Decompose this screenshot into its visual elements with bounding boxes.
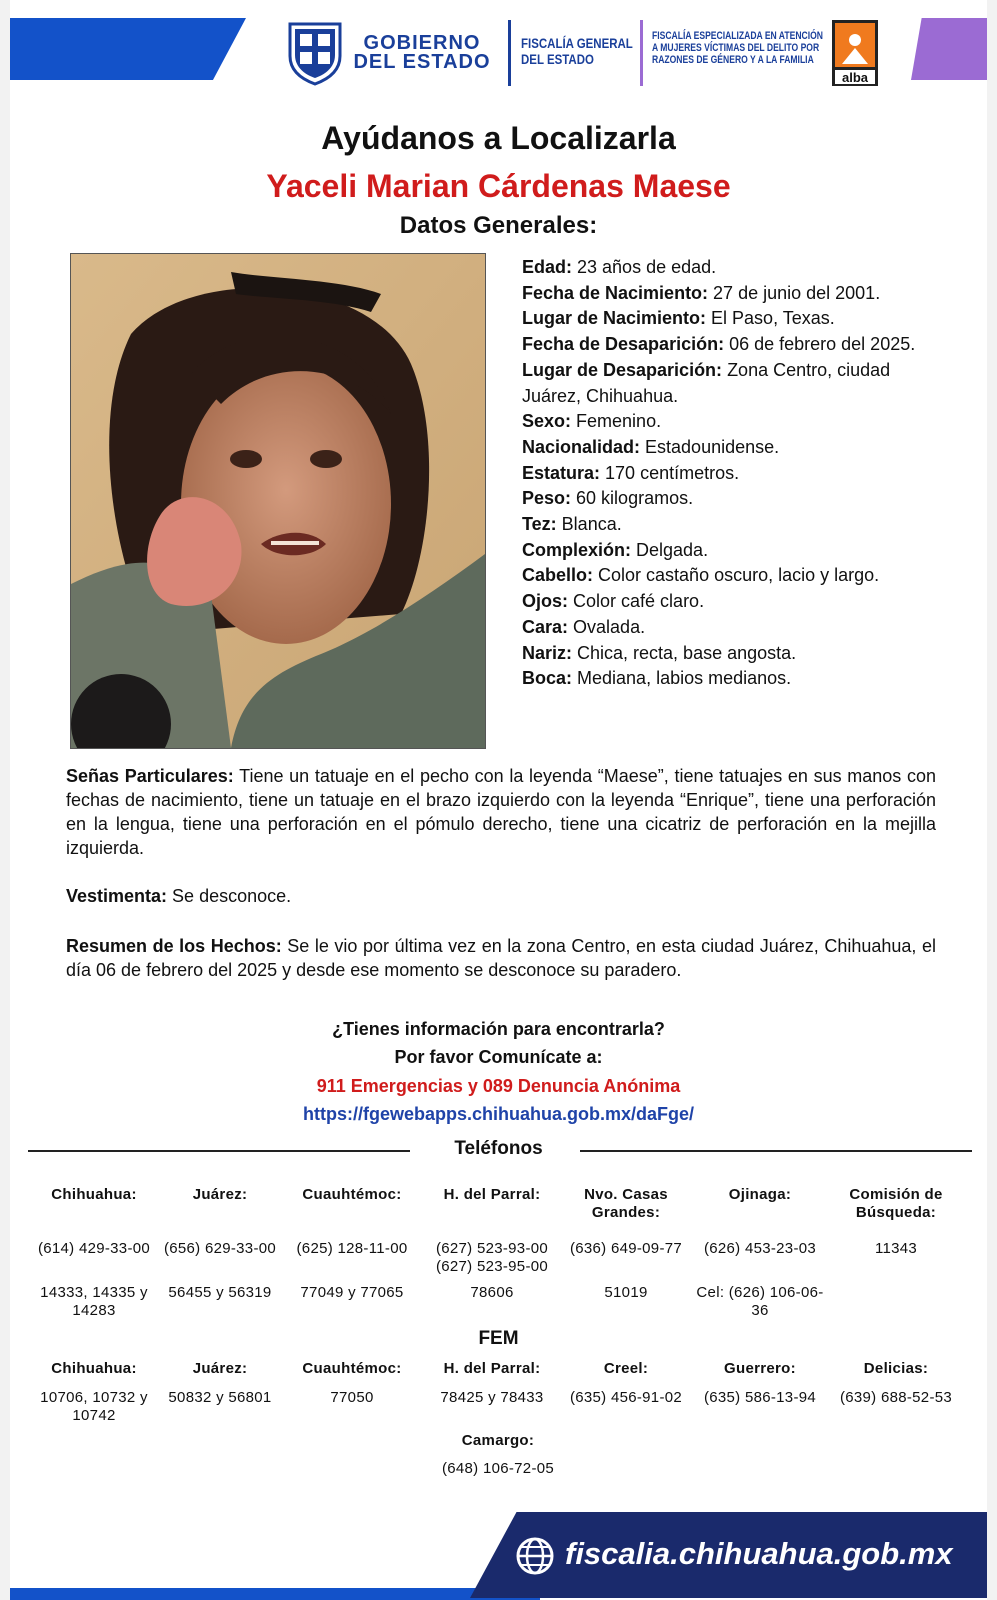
detail-value: Chica, recta, base angosta. [572, 642, 797, 663]
detail-value: Color café claro. [568, 591, 705, 612]
resumen-label: Resumen de los Hechos: [66, 936, 282, 956]
contact-question: ¿Tienes información para encontrarla? [332, 1019, 665, 1039]
contact-please: Por favor Comunícate a: [394, 1047, 603, 1067]
fge-line2: DEL ESTADO [521, 51, 594, 67]
fem-city-label: H. del Parral: [443, 1360, 541, 1377]
detail-row [522, 512, 942, 538]
phone-ext: 14333, 14335 y 14283 [40, 1284, 148, 1319]
fem-phone: 10706, 10732 y 10742 [40, 1389, 148, 1424]
fge-line1: FISCALÍA GENERAL [521, 35, 633, 51]
fem-city-label: Juárez: [192, 1360, 248, 1377]
detail-value: 60 kilogramos. [571, 488, 694, 509]
footer-website[interactable]: fiscalia.chihuahua.gob.mx [565, 1536, 953, 1571]
phone-number: (614) 429-33-00 [37, 1240, 151, 1257]
detail-row [522, 666, 942, 692]
section-heading: Datos Generales: [399, 212, 598, 239]
fem-line2: A MUJERES VÍCTIMAS DEL DELITO POR [652, 42, 820, 54]
detail-value: El Paso, Texas. [706, 308, 835, 329]
detail-row [522, 332, 942, 358]
fem-city-label: Creel: [603, 1360, 649, 1377]
phone-number: (656) 629-33-00 [163, 1240, 277, 1257]
detail-row [522, 255, 942, 281]
fem-phone: (635) 586-13-94 [703, 1389, 817, 1406]
gob-line2: DEL ESTADO [353, 51, 491, 73]
phone-ext: 56455 y 56319 [168, 1284, 272, 1301]
detail-label: Cara: [522, 616, 569, 637]
header-divider [508, 20, 511, 86]
detail-row [522, 563, 942, 589]
fge-logo-text [521, 35, 636, 67]
phone-ext: 51019 [604, 1284, 648, 1301]
fem-heading: FEM [478, 1328, 519, 1349]
detail-label: Boca: [522, 668, 573, 689]
fem-city-label: Chihuahua: [51, 1360, 137, 1377]
camargo-phone: (648) 106-72-05 [441, 1460, 555, 1477]
phone-city-label: H. del Parral: [443, 1186, 541, 1203]
phone-city-label: Ojinaga: [728, 1186, 792, 1203]
detail-value: 23 años de edad. [572, 257, 717, 277]
phone-number: (626) 453-23-03 [703, 1240, 817, 1257]
fem-phone: (639) 688-52-53 [839, 1389, 953, 1406]
phone-number: 11343 [874, 1240, 918, 1257]
detail-value: Zona Centro, ciudad Juárez, Chihuahua. [522, 359, 891, 406]
detail-value: Femenino. [571, 411, 662, 432]
phones-heading: Teléfonos [454, 1138, 543, 1159]
fem-phone: (635) 456-91-02 [569, 1389, 683, 1406]
detail-label: Nariz: [522, 642, 573, 663]
vestimenta-paragraph [66, 884, 936, 908]
fem-logo-text [652, 30, 824, 66]
phone-city-label: Cuauhtémoc: [302, 1186, 402, 1203]
detail-label: Sexo: [522, 411, 572, 432]
detail-row [522, 615, 942, 641]
detail-value: Color castaño oscuro, lacio y largo. [593, 565, 880, 586]
phone-number: (636) 649-09-77 [569, 1240, 683, 1257]
phone-city-label: Juárez: [192, 1186, 248, 1203]
detail-label: Edad: [522, 257, 573, 277]
resumen-text: Se le vio por última vez en la zona Centro, en esta ciudad Juárez, Chihuahua, el día 06 de febrero del 2025 y desde ese momento se desconoce su paradero. [66, 936, 936, 980]
person-name: Yaceli Marian Cárdenas Maese [266, 168, 731, 204]
fem-city-label: Guerrero: [724, 1360, 796, 1377]
detail-row [522, 589, 942, 615]
phone-number: (627) 523-93-00 (627) 523-95-00 [435, 1240, 549, 1275]
vestimenta-text: Se desconoce. [167, 886, 292, 906]
detail-label: Estatura: [522, 462, 601, 483]
detail-value: 27 de junio del 2001. [708, 282, 881, 303]
senas-text: Tiene un tatuaje en el pecho con la leyenda “Maese”, tiene tatuajes en sus manos con fechas de nacimiento, tiene un tatuaje en el brazo izquierdo con la leyenda “Enrique”, tiene una perforación en la lengua, tiene una perforación en el pómulo derecho, tiene una cicatriz de perforación en la mejilla izquierda. [66, 766, 936, 858]
detail-value: Ovalada. [568, 616, 646, 637]
detail-label: Cabello: [522, 565, 594, 586]
fem-phone: 50832 y 56801 [168, 1389, 272, 1406]
header-divider-purple [640, 20, 643, 86]
vestimenta-label: Vestimenta: [66, 886, 168, 906]
fem-phone: 78425 y 78433 [440, 1389, 544, 1406]
alba-label: alba [841, 70, 869, 85]
page-title: Ayúdanos a Localizarla [321, 120, 676, 156]
globe-icon [515, 1536, 555, 1576]
phone-number: (625) 128-11-00 [296, 1240, 408, 1257]
fem-phone: 77050 [330, 1389, 374, 1406]
detail-value: 06 de febrero del 2025. [724, 334, 916, 355]
detail-value: Blanca. [556, 514, 622, 535]
general-data-list [522, 255, 942, 692]
page-margin-left [0, 0, 10, 1600]
detail-row [522, 306, 942, 332]
person-photo [70, 253, 486, 749]
detail-value: 170 centímetros. [600, 462, 740, 483]
emergency-numbers: 911 Emergencias y 089 Denuncia Anónima [316, 1076, 681, 1096]
detail-label: Complexión: [522, 539, 632, 560]
detail-label: Lugar de Desaparición: [522, 359, 723, 380]
phone-ext: 78606 [470, 1284, 514, 1301]
header-blue-band [10, 18, 246, 80]
phone-ext: Cel: (626) 106-06-36 [696, 1284, 824, 1319]
gob-line1: GOBIERNO [363, 32, 481, 54]
phone-ext: 77049 y 77065 [300, 1284, 404, 1301]
camargo-label: Camargo: [461, 1432, 535, 1449]
fem-city-label: Delicias: [863, 1360, 929, 1377]
detail-label: Fecha de Desaparición: [522, 334, 725, 355]
detail-label: Nacionalidad: [522, 436, 641, 457]
detail-label: Tez: [522, 514, 557, 535]
detail-row [522, 538, 942, 564]
detail-row [522, 486, 942, 512]
detail-label: Fecha de Nacimiento: [522, 282, 709, 303]
detail-value: Mediana, labios medianos. [572, 668, 792, 689]
fem-line1: FISCALÍA ESPECIALIZADA EN ATENCIÓN [652, 30, 823, 42]
gobierno-logo-text [352, 34, 492, 72]
senas-label: Señas Particulares: [66, 766, 234, 786]
fem-line3: RAZONES DE GÉNERO Y A LA FAMILIA [652, 54, 814, 66]
report-link[interactable]: https://fgewebapps.chihuahua.gob.mx/daFge/ [302, 1104, 695, 1124]
phone-city-label: Chihuahua: [51, 1186, 137, 1203]
detail-row [522, 409, 942, 435]
state-shield-icon [286, 20, 344, 86]
detail-row [522, 461, 942, 487]
senas-paragraph [66, 764, 936, 860]
phone-city-label: Comisión de Búsqueda: [849, 1186, 943, 1221]
alba-logo-icon [832, 20, 878, 86]
phone-city-label: Nvo. Casas Grandes: [584, 1186, 668, 1221]
resumen-paragraph [66, 934, 936, 982]
detail-row [522, 281, 942, 307]
detail-label: Peso: [522, 488, 572, 509]
detail-label: Lugar de Nacimiento: [522, 308, 707, 329]
detail-label: Ojos: [522, 591, 569, 612]
detail-row [522, 435, 942, 461]
footer-blue-strip [10, 1588, 540, 1600]
detail-value: Delgada. [631, 539, 709, 560]
detail-value: Estadounidense. [640, 436, 780, 457]
detail-row [522, 358, 942, 409]
header-purple-band [911, 18, 987, 80]
page-margin-right [987, 0, 997, 1600]
detail-row [522, 641, 942, 667]
fem-city-label: Cuauhtémoc: [302, 1360, 402, 1377]
